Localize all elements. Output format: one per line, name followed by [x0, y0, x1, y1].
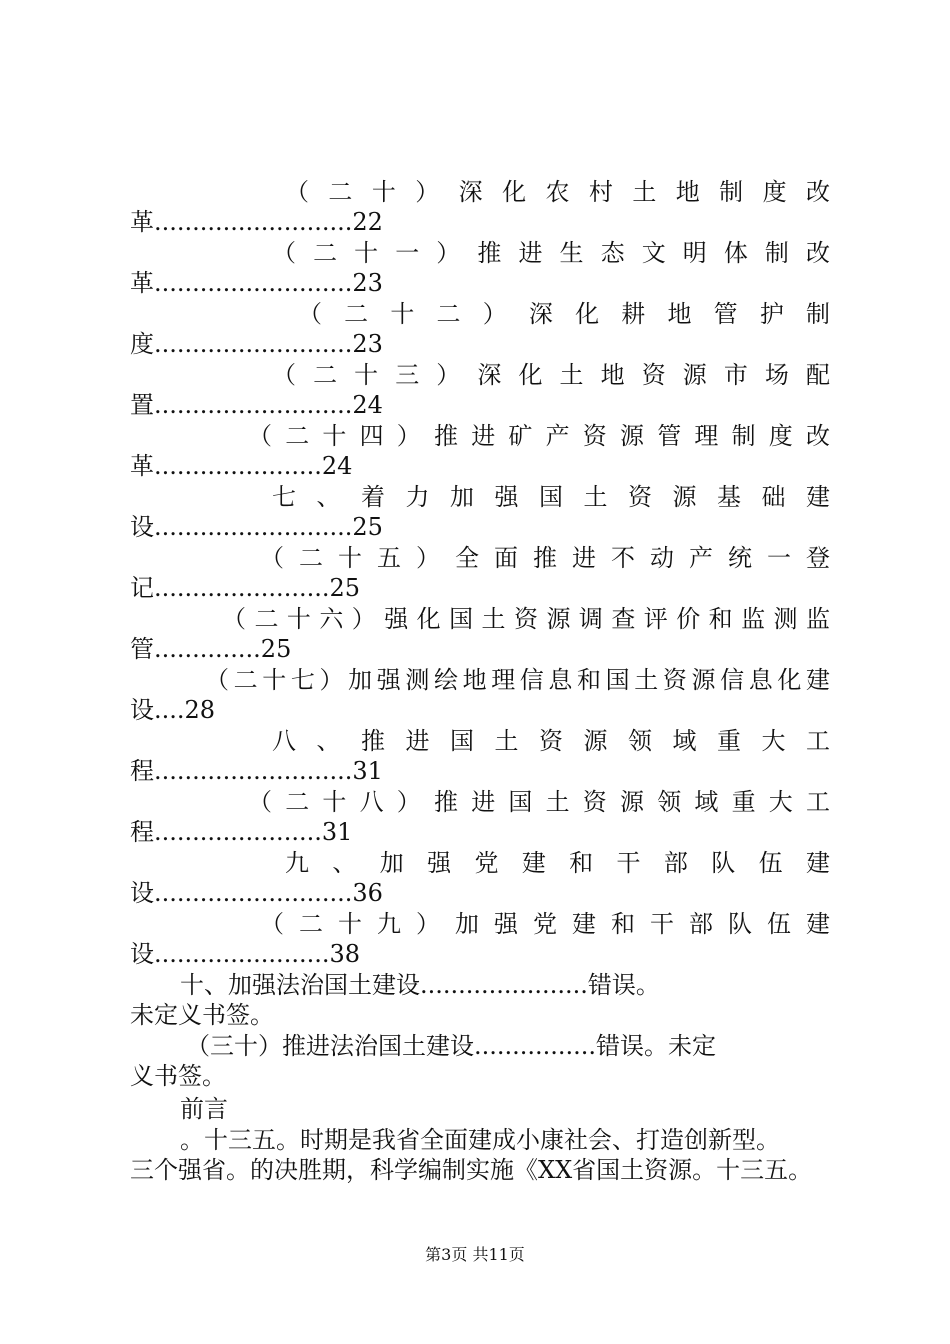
body-text-line: 三个强省。的决胜期，科学编制实施《XX省国土资源。十三五。: [130, 1156, 813, 1184]
toc-error-entry-line: 未定义书签。: [130, 1001, 274, 1029]
toc-entry-tail: 设..........................25: [130, 513, 383, 541]
toc-entry-tail: 程......................31: [130, 818, 353, 846]
toc-entry-title: （二十）深化农村土地制度改: [285, 178, 830, 206]
toc-entry-tail: 管..............25: [130, 635, 292, 663]
toc-entry-tail: 革..........................23: [130, 269, 383, 297]
toc-entry-title: （二十九）加强党建和干部队伍建: [260, 910, 830, 938]
page-footer: 第3页 共11页: [425, 1245, 525, 1264]
toc-entry-title: （二十八）推进国土资源领域重大工: [248, 788, 830, 816]
toc-error-entry-line: 十、加强法治国土建设......................错误。: [180, 971, 660, 999]
toc-entry-title: （二十七）加强测绘地理信息和国土资源信息化建: [205, 666, 830, 694]
toc-entry-tail: 度..........................23: [130, 330, 383, 358]
toc-entry-title: （二十二）深化耕地管护制: [298, 300, 830, 328]
toc-entry-tail: 设..........................36: [130, 879, 383, 907]
toc-entry-tail: 记.......................25: [130, 574, 361, 602]
toc-entry-tail: 革......................24: [130, 452, 353, 480]
toc-entry-title: 八、推进国土资源领域重大工: [272, 727, 830, 755]
toc-entry-tail: 置..........................24: [130, 391, 383, 419]
toc-error-entry-line: （三十）推进法治国土建设................错误。未定: [186, 1032, 717, 1060]
toc-entry-tail: 革..........................22: [130, 208, 383, 236]
toc-entry-tail: 设....28: [130, 696, 216, 724]
toc-entry-title: （二十四）推进矿产资源管理制度改: [248, 422, 830, 450]
toc-entry-title: 七、着力加强国土资源基础建: [272, 483, 830, 511]
toc-entry-title: （二十三）深化土地资源市场配: [272, 361, 830, 389]
toc-error-entry-line: 义书签。: [130, 1062, 226, 1090]
toc-entry-title: （二十一）推进生态文明体制改: [272, 239, 830, 267]
toc-entry-tail: 设.......................38: [130, 940, 361, 968]
toc-entry-title: 九、加强党建和干部队伍建: [285, 849, 830, 877]
section-heading: 前言: [180, 1095, 228, 1123]
toc-entry-title: （二十六）强化国土资源调查评价和监测监: [222, 605, 830, 633]
body-text-line: 。十三五。时期是我省全面建成小康社会、打造创新型。: [180, 1126, 780, 1154]
toc-entry-title: （二十五）全面推进不动产统一登: [260, 544, 830, 572]
toc-entry-tail: 程..........................31: [130, 757, 383, 785]
